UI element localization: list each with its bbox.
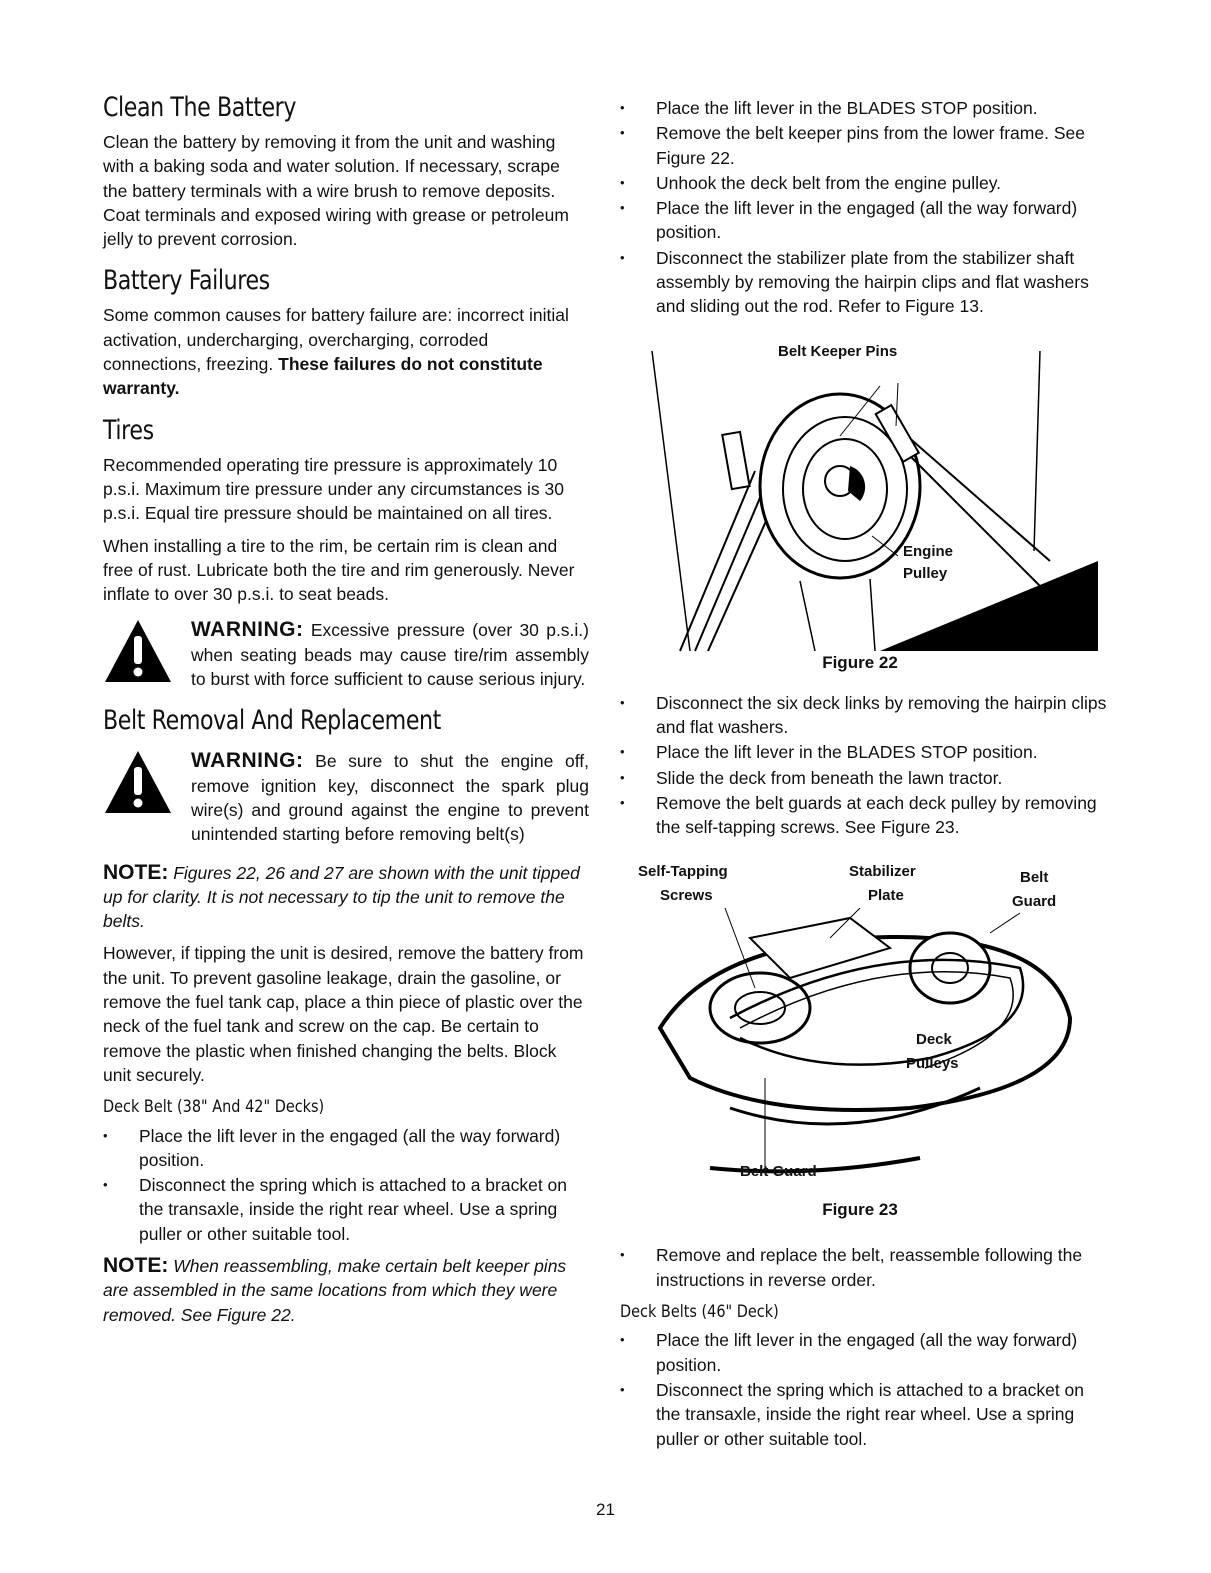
tire-warning [103,618,589,691]
list-item: • Disconnect the spring which is attached to a bracket on the transaxle, inside the right rear wheel. Use a spring puller or other suitable tool. [103,1173,589,1246]
belt-warning [103,749,589,846]
list-item: • Remove the belt guards at each deck pulley by removing the self-tapping screws. See Figure 23. [620,791,1110,840]
deck-belt-38-42-steps [103,1124,589,1246]
label-engine: Engine [903,542,954,560]
list-item: • Unhook the deck belt from the engine pulley. [620,171,1110,195]
list-item: • Place the lift lever in the engaged (all the way forward) position. [103,1124,589,1173]
right-column [620,96,1110,1459]
label-belt-guard: Belt Guard [740,1163,817,1181]
figure-22 [620,342,1110,681]
warning-triangle-icon [103,749,191,819]
clean-battery-heading: Clean The Battery [103,92,297,123]
tires-text-1: Recommended operating tire pressure is approximately 10 p.s.i. Maximum tire pressure under any circumstances is 30 p.s.i. Equal tire pressure should be maintained on all tires. [103,454,564,524]
label-pulley: Pulley [903,564,948,582]
label-self-tapping: Self-Tapping [638,863,728,881]
deck-belts-46-subheading: Deck Belts (46" Deck) [620,1302,779,1323]
label-deck: Deck [916,1031,952,1049]
battery-failures-text: Some common causes for battery failure are: incorrect initial activation, undercharging, overcharging, corroded connections, freezing. These failures do not constitute warranty. [103,305,569,399]
list-item: • Place the lift lever in the engaged (all the way forward) position. [620,1328,1110,1377]
label-screws: Screws [660,887,713,905]
label-belt: Belt [1020,869,1049,887]
tires-heading: Tires [103,414,154,446]
figure-23-caption: Figure 23 [822,1200,898,1220]
figure-23 [620,863,1110,1233]
page-number: 21 [596,1500,615,1519]
list-item: • Place the lift lever in the engaged (all the way forward) position. [620,196,1110,245]
label-plate: Plate [868,887,904,905]
engine-pulley-illustration [650,351,1100,661]
list-item: • Disconnect the stabilizer plate from the stabilizer shaft assembly by removing the hairpin clips and flat washers and sliding out the rod. Refer to Figure 13. [620,246,1110,319]
list-item: • Remove the belt keeper pins from the lower frame. See Figure 22. [620,121,1110,170]
warning-triangle-icon [103,618,191,688]
label-stabilizer: Stabilizer [849,863,916,881]
belt-warning-text: WARNING: Be sure to shut the engine off, remove ignition key, disconnect the spark plug wire(s) and ground against the engine to prevent unintended starting before removing belt(s) [191,749,589,845]
left-column [103,92,589,1335]
list-item: • Place the lift lever in the BLADES STOP position. [620,96,1110,120]
tipping-text: However, if tipping the unit is desired, remove the battery from the unit. To prevent gasoline leakage, drain the gasoline, or remove the fuel tank cap, place a thin piece of plastic over the neck of the fuel tank and screw on the cap. Be certain to remove the plastic when finished changing the belts. Block unit securely. [103,943,584,1085]
label-belt-keeper-pins: Belt Keeper Pins [778,342,898,360]
deck-pulleys-illustration [650,908,1090,1198]
label-guard: Guard [1012,893,1057,911]
steps-list-3 [620,1243,1110,1292]
label-pulleys: Pulleys [906,1055,959,1073]
battery-failures-heading: Battery Failures [103,265,270,297]
list-item: • Remove and replace the belt, reassemble following the instructions in reverse order. [620,1243,1110,1292]
figure-22-caption: Figure 22 [780,651,940,675]
tires-text-2: When installing a tire to the rim, be certain rim is clean and free of rust. Lubricate both the tire and rim generously. Never inflate to over 30 p.s.i. to seat beads. [103,535,575,605]
note-figures: NOTE: Figures 22, 26 and 27 are shown with the unit tipped up for clarity. It is not necessary to tip the unit to remove the belts. [103,860,580,932]
clean-battery-text: Clean the battery by removing it from the unit and washing with a baking soda and water solution. If necessary, scrape the battery terminals with a wire brush to remove deposits. Coat terminals and exposed wiring with grease or petroleum jelly to prevent corrosion. [103,132,569,250]
steps-list-1 [620,96,1110,319]
steps-list-2 [620,691,1110,840]
list-item: • Slide the deck from beneath the lawn tractor. [620,766,1110,790]
warranty-bold-text: These failures do not constitute warranty. [103,354,543,399]
deck-belt-38-42-subheading: Deck Belt (38" And 42" Decks) [103,1097,325,1118]
steps-list-4 [620,1328,1110,1450]
list-item: • Disconnect the six deck links by removing the hairpin clips and flat washers. [620,691,1110,740]
note-reassembling: NOTE: When reassembling, make certain belt keeper pins are assembled in the same locations from which they were removed. See Figure 22. [103,1253,567,1325]
tire-warning-text: WARNING: Excessive pressure (over 30 p.s.i.) when seating beads may cause tire/rim assembly to burst with force sufficient to cause serious injury. [191,618,589,690]
list-item: • Disconnect the spring which is attached to a bracket on the transaxle, inside the right rear wheel. Use a spring puller or other suitable tool. [620,1378,1110,1451]
list-item: • Place the lift lever in the BLADES STOP position. [620,740,1110,764]
belt-removal-heading: Belt Removal And Replacement [103,705,441,737]
